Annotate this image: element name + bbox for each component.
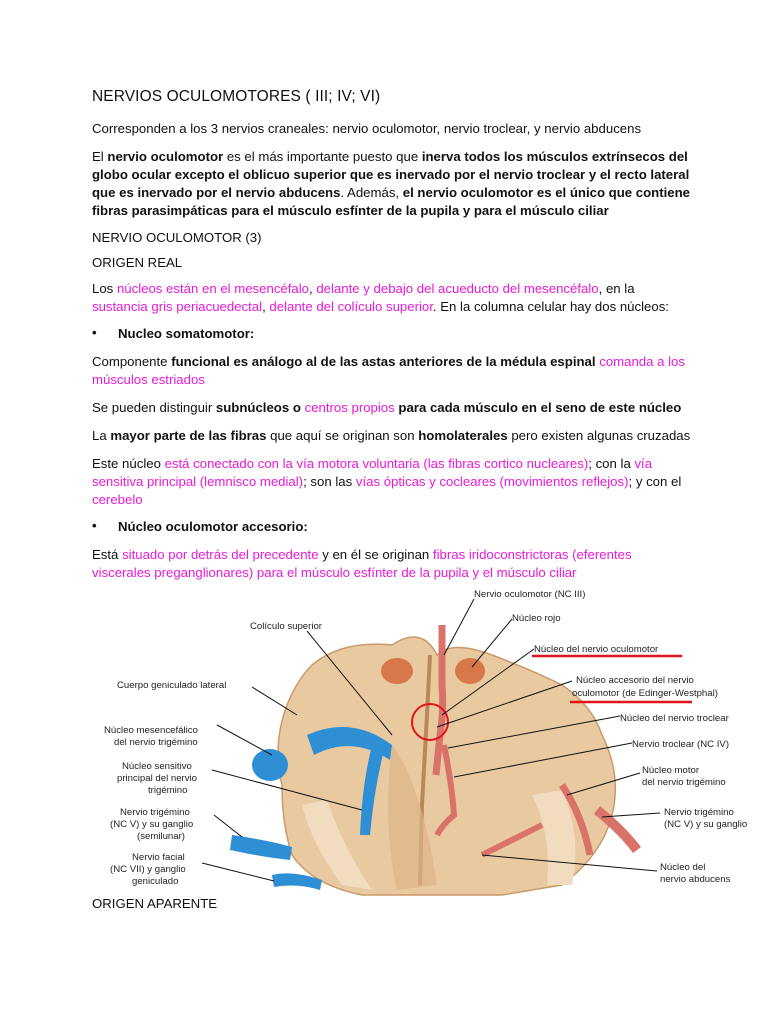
label-trigeminal-right-2: (NC V) y su ganglio <box>664 819 748 830</box>
bold-run: nervio oculomotor <box>107 149 224 164</box>
oculomotor-description <box>92 148 692 220</box>
bold-run: inerva todos los músculos extrínsecos del globo ocular excepto el oblicuo superior que es inervado por el nervio troclear y el recto lateral que es inervado por el nervio abducens <box>92 149 690 200</box>
subnuclei-paragraph <box>92 399 692 417</box>
highlight-run: delante del colículo superior <box>269 299 433 314</box>
label-sensory-1: Núcleo sensitivo <box>122 761 192 772</box>
highlight-run: situado por detrás del precedente <box>122 547 319 562</box>
text-run: . Además, <box>340 185 403 200</box>
highlight-run: delante y debajo del acueducto del mesencéfalo <box>316 281 599 296</box>
label-motor-2: del nervio trigémino <box>642 777 726 788</box>
text-run: El <box>92 149 108 164</box>
leader-line <box>444 599 474 655</box>
highlight-run: vías ópticas y cocleares (movimientos reflejos) <box>355 474 629 489</box>
label-facial-2: (NC VII) y ganglio <box>110 864 186 875</box>
leader-line <box>202 863 274 881</box>
text-run: ; son las <box>303 474 356 489</box>
brainstem-illustration <box>92 585 748 895</box>
label-accessory-2: oculomotor (de Edinger-Westphal) <box>572 688 718 699</box>
label-lateral-geniculate: Cuerpo geniculado lateral <box>117 680 227 691</box>
label-sensory-3: trigémino <box>148 785 188 796</box>
text-run: . En la columna celular hay dos núcleos: <box>432 299 669 314</box>
text-run: Este núcleo <box>92 456 165 471</box>
text-run: Los <box>92 281 117 296</box>
nuclei-location-paragraph <box>92 280 692 316</box>
bold-run: para cada músculo en el seno de este núcleo <box>398 400 682 415</box>
red-nucleus-left <box>381 658 413 684</box>
text-run: , en la <box>598 281 635 296</box>
highlight-run: comanda a los músculos estriados <box>92 354 685 387</box>
bold-run: el nervio oculomotor es el único que contiene fibras parasimpáticas para el músculo esfínter de la pupila y para el músculo ciliar <box>92 185 691 218</box>
fibers-paragraph <box>92 427 692 445</box>
highlight-run: fibras iridoconstrictoras (eferentes viscerales preganglionares) para el músculo esfínter de la pupila y el músculo ciliar <box>92 547 632 580</box>
label-mesencephalic-1: Núcleo mesencefálico <box>104 725 198 736</box>
highlight-run: está conectado con la vía motora voluntaria (las fibras cortico nucleares) <box>164 456 589 471</box>
text-run: Está <box>92 547 123 562</box>
text-run: Componente <box>92 354 172 369</box>
text-run: pero existen algunas cruzadas <box>507 428 691 443</box>
label-accessory-1: Núcleo accesorio del nervio <box>576 675 694 686</box>
text-area <box>92 88 692 592</box>
text-run: que aquí se originan son <box>266 428 419 443</box>
highlight-run: vía sensitiva principal (lemnisco medial) <box>92 456 653 489</box>
page-title: NERVIOS OCULOMOTORES ( III; IV; VI) <box>92 88 381 105</box>
text-run: Se pueden distinguir <box>92 400 216 415</box>
highlight-run: cerebelo <box>92 492 143 507</box>
label-motor-1: Núcleo motor <box>642 765 700 776</box>
label-red-nucleus: Núcleo rojo <box>512 613 561 624</box>
label-trigeminal-right-1: Nervio trigémino <box>664 807 734 818</box>
bold-run: funcional es análogo al de las astas anteriores de la médula espinal <box>171 354 596 369</box>
label-trigeminal-left-3: (semilunar) <box>137 831 185 842</box>
accessory-paragraph <box>92 546 692 582</box>
text-run: ; con la <box>588 456 635 471</box>
text-run: , <box>309 281 317 296</box>
label-facial-1: Nervio facial <box>132 852 185 863</box>
highlight-run: sustancia gris periacuedectal <box>92 299 263 314</box>
blue-trigeminal-nerve <box>230 835 292 860</box>
text-run: es el más importante puesto que <box>223 149 422 164</box>
connections-paragraph <box>92 455 692 509</box>
text-run: , <box>262 299 270 314</box>
bullet-somatomotor: • Nucleo somatomotor: <box>92 326 692 341</box>
label-trochlear-nucleus: Núcleo del nervio troclear <box>620 713 729 724</box>
leader-line <box>214 815 242 837</box>
label-facial-3: geniculado <box>132 876 179 887</box>
bold-run: homolaterales <box>418 428 508 443</box>
intro-paragraph: Corresponden a los 3 nervios craneales: nervio oculomotor, nervio troclear, y nervio abducens <box>92 121 642 136</box>
label-trigeminal-left-1: Nervio trigémino <box>120 807 190 818</box>
label-oculomotor-nucleus: Núcleo del nervio oculomotor <box>534 644 659 655</box>
label-mesencephalic-2: del nervio trigémino <box>114 737 198 748</box>
section-heading-apparent: ORIGEN APARENTE <box>92 896 218 911</box>
red-nucleus-right <box>455 658 485 684</box>
label-sensory-2: principal del nervio <box>117 773 197 784</box>
somatomotor-paragraph <box>92 353 692 389</box>
highlight-run: centros propios <box>304 400 395 415</box>
label-oculomotor-nerve: Nervio oculomotor (NC III) <box>474 589 586 600</box>
bold-run: subnúcleos o <box>215 400 301 415</box>
label-abducens-2: nervio abducens <box>660 874 731 885</box>
bullet-accessory: • Núcleo oculomotor accesorio: <box>92 519 692 534</box>
label-abducens-1: Núcleo del <box>660 862 706 873</box>
bold-run: mayor parte de las fibras <box>110 428 267 443</box>
text-run: y en él se originan <box>318 547 433 562</box>
label-colliculus: Colículo superior <box>250 621 322 632</box>
text-run: La <box>92 428 111 443</box>
section-heading-nerve: NERVIO OCULOMOTOR (3) <box>92 230 262 245</box>
leader-line <box>217 725 272 755</box>
label-trigeminal-left-2: (NC V) y su ganglio <box>110 819 194 830</box>
text-run: ; y con el <box>628 474 682 489</box>
highlight-run: núcleos están en el mesencéfalo <box>116 281 310 296</box>
label-trochlear-nerve: Nervio troclear (NC IV) <box>632 739 730 750</box>
section-heading-origin: ORIGEN REAL <box>92 255 183 270</box>
